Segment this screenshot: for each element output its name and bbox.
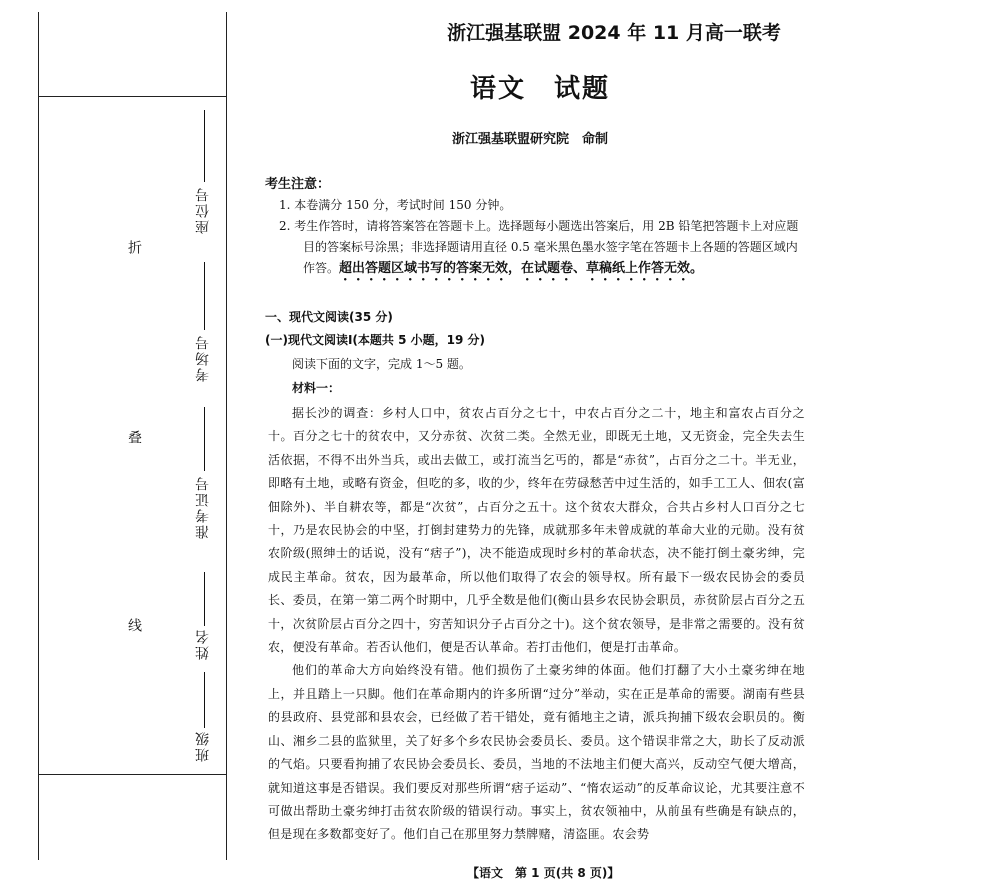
notice-item-2-emphasis: 超出答题区域书写的答案无效，在试题卷、草稿纸上作答无效。	[339, 261, 704, 276]
passage-paragraph: 据长沙的调查：乡村人口中，贫农占百分之七十，中农占百分之二十，地主和富农占百分之十。百分之七十的贫农中，又分赤贫、次贫二类。全然无业，即既无土地，又无资金，完全失去生活依据，不得不出外当兵，或出去做工，或打流当乞丐的，都是“赤贫”，占百分之二十。半无业，即略有土地，或略有资金，但吃的多，收的少，终年在劳碌愁苦中过生活的，如手工工人、佃农(富佃除外)、半自耕农等，都是“次贫”，占百分之五十。这个贫农大群众，合共占乡村人口百分之七十，乃是农民协会的中坚，打倒封建势力的先锋，成就那多年未曾成就的革命大业的元勋。没有贫农阶级(照绅士的话说，没有“痞子”)，决不能造成现时乡村的革命状态，决不能打倒土豪劣绅，完成民主革命。贫农，因为最革命，所以他们取得了农会的领导权。所有最下一级农民协会的委员长、委员，在第一第二两个时期中，几乎全数是他们(衡山县乡农民协会职员，赤贫阶层占百分之五十，次贫阶层占百分之四十，穷苦知识分子占百分之十)。这个贫农领导，是非常之需要的。没有贫农，便没有革命。若否认他们，便是否认革命。若打击他们，便是打击革命。	[268, 406, 805, 655]
exam-room-label: 考场号	[195, 334, 211, 382]
subsection-heading: (一)现代文阅读Ⅰ(本题共 5 小题，19 分)	[265, 333, 485, 347]
notice-item-1: 1. 本卷满分 150 分，考试时间 150 分钟。	[279, 198, 512, 212]
notice-heading: 考生注意：	[265, 177, 331, 192]
margin-right-border	[226, 12, 227, 860]
name-field[interactable]	[190, 572, 216, 672]
section-heading: 一、现代文阅读(35 分)	[265, 310, 393, 324]
class-underline	[204, 672, 205, 728]
margin-left-border	[38, 12, 39, 860]
exam-room-field[interactable]	[190, 262, 216, 402]
reading-passage	[268, 402, 805, 847]
class-label: 班级	[195, 730, 211, 762]
subject-title: 语文 试题	[470, 74, 611, 104]
reading-instruction: 阅读下面的文字，完成 1～5 题。	[292, 357, 471, 371]
material-label: 材料一：	[292, 381, 341, 395]
page-footer: 【语文 第 1 页(共 8 页)】	[467, 866, 620, 880]
margin-bottom-divider	[38, 774, 227, 775]
notice-item-2	[265, 216, 805, 284]
fold-line-char-2: 叠	[126, 430, 142, 444]
passage-paragraph: 他们的革命大方向始终没有错。他们损伤了土豪劣绅的体面。他们打翻了大小土豪劣绅在地上，并且踏上一只脚。他们在革命期内的许多所谓“过分”举动，实在正是革命的需要。湖南有些县的县政府、县党部和县农会，已经做了若干错处，竟有循地主之请，派兵拘捕下级农会职员的。衡山、湘乡二县的监狱里，关了好多个乡农民协会委员长、委员。这个错误非常之大，助长了反动派的气焰。只要看拘捕了农民协会委员长、委员，当地的不法地主们便大高兴，反动空气便大增高，就知道这事是否错误。我们要反对那些所谓“痞子运动”、“惰农运动”的反革命议论，尤其要注意不可做出帮助土豪劣绅打击贫农阶级的错误行动。事实上，贫农领袖中，从前虽有些确是有缺点的，但是现在多数都变好了。他们自己在那里努力禁牌赌，清盗匪。农会势	[268, 663, 805, 842]
ticket-number-field[interactable]	[190, 407, 216, 587]
fold-line-char-3: 线	[126, 618, 142, 632]
margin-top-divider	[38, 96, 227, 97]
seat-number-underline	[204, 110, 205, 182]
class-field[interactable]	[190, 672, 216, 772]
binding-margin	[38, 12, 228, 860]
exam-title: 浙江强基联盟 2024 年 11 月高一联考	[447, 22, 781, 44]
maker-line: 浙江强基联盟研究院 命制	[452, 132, 609, 147]
fold-line-char-1: 折	[126, 240, 142, 254]
ticket-number-label: 准考证号	[195, 475, 211, 539]
name-underline	[204, 572, 205, 626]
exam-room-underline	[204, 262, 205, 330]
candidate-notice	[265, 174, 805, 284]
seat-number-field[interactable]	[190, 110, 216, 260]
notice-item-2-text: 2. 考生作答时，请将答案答在答题卡上。选择题每小题选出答案后，用 2B 铅笔把答题卡上对应题目的答案标号涂黑；非选择题请用直径 0.5 毫米黑色墨水签字笔在答题卡上各题的答题区域内作答。	[279, 219, 799, 275]
seat-number-label: 座位号	[195, 186, 211, 234]
ticket-number-underline	[204, 407, 205, 471]
name-label: 姓名	[195, 628, 211, 660]
